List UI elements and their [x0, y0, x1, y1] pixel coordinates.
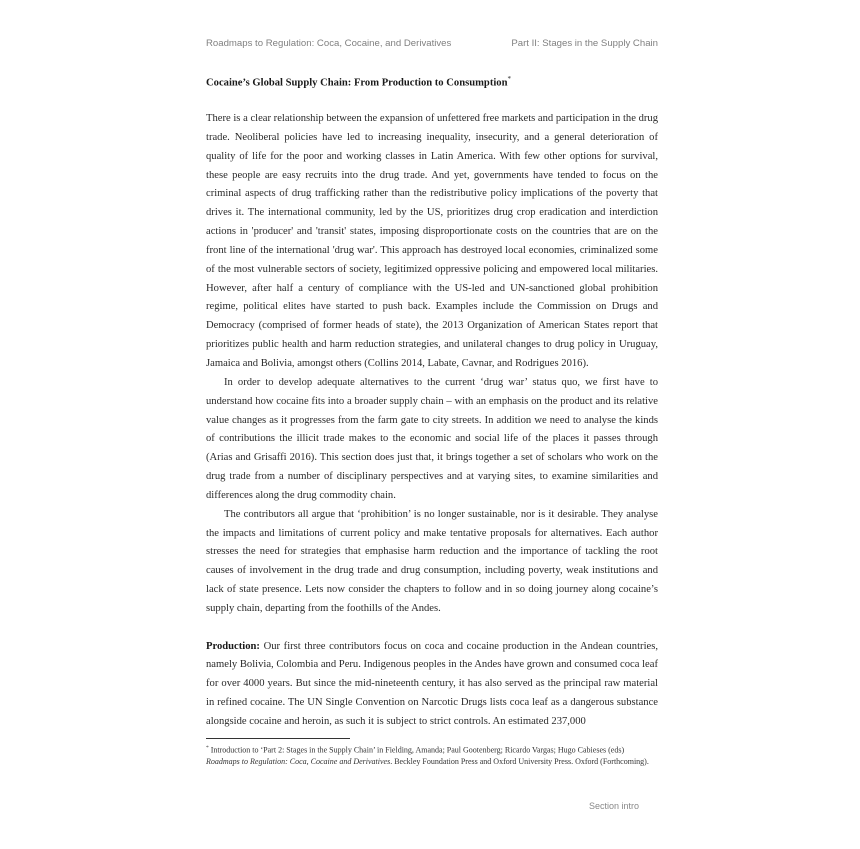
paragraph-1: There is a clear relationship between the expansion of unfettered free markets and participation in the drug trade. Neoliberal policies have led to increasing inequality, insecurity, and a general deterioration of quality of life for the poor and working classes in Latin America. With few other options for survival, these people are easy recruits into the drug trade. And yet, governments have tended to focus on the criminal aspects of drug trafficking rather than the redistributive policy implications of the poverty that drives it. The international community, led by the US, prioritizes drug crop eradication and interdiction actions in 'producer' and 'transit' states, imposing disproportionate costs on the countries that are on the front line of the international 'drug war'. This approach has destroyed local economies, criminalized some of the most vulnerable sectors of society, legitimized oppressive policing and empowered local militaries. However, after half a century of compliance with the US-led and UN-sanctioned global prohibition regime, political elites have started to push back. Examples include the Commission on Drugs and Democracy (comprised of former heads of state), the 2013 Organization of American States report that prioritizes public health and harm reduction strategies, and unilateral changes to drug policy in Uruguay, Jamaica and Bolivia, amongst others (Collins 2014, Labate, Cavnar, and Rodrigues 2016). [206, 113, 658, 369]
footnote [206, 743, 658, 768]
footnote-marker: * [206, 745, 209, 751]
paragraph-production [206, 638, 658, 732]
paragraph-2: In order to develop adequate alternatives to the current ‘drug war’ status quo, we first have to understand how cocaine fits into a broader supply chain – with an emphasis on the product and its relative value changes as it progresses from the farm gate to city streets. In addition we need to analyse the kinds of contributions the illicit trade makes to the economic and social life of the places it passes through (Arias and Grisaffi 2016). This section does just that, it brings together a set of scholars who work on the drug trade from a number of disciplinary perspectives and at varying sites, to examine similarities and differences along the drug commodity chain. [206, 376, 658, 501]
production-text: Our first three contributors focus on coca and cocaine production in the Andean countries, namely Bolivia, Colombia and Peru. Indigenous peoples in the Andes have grown and consumed coca leaf for over 4000 years. But since the mid-nineteenth century, it has also served as the principal raw material in refined cocaine. The UN Single Convention on Narcotic Drugs lists coca leaf as a dangerous substance alongside cocaine and heroin, as such it is subject to strict controls. An estimated 237,000 [206, 640, 658, 727]
footnote-divider [206, 738, 350, 739]
running-header [206, 38, 658, 52]
footnote-text-after: . Beckley Foundation Press and Oxford University Press. Oxford (Forthcoming). [390, 757, 649, 767]
title-footnote-marker: * [507, 75, 511, 83]
body-text [206, 110, 658, 732]
footnote-book-title: Roadmaps to Regulation: Coca, Cocaine and Derivatives [206, 757, 391, 767]
section-title-text: Cocaine’s Global Supply Chain: From Production to Consumption [206, 77, 508, 89]
page-footer-label: Section intro [588, 801, 639, 811]
footnote-text-before: Introduction to ‘Part 2: Stages in the Supply Chain’ in Fielding, Amanda; Paul Gootenberg; Ricardo Vargas; Hugo Cabieses (eds) [208, 745, 625, 755]
paragraph-3: The contributors all argue that ‘prohibition’ is no longer sustainable, nor is it desirable. They analyse the impacts and limitations of current policy and make tentative proposals for alternatives. Each author stresses the need for strategies that emphasise harm reduction and the importance of tackling the root causes of involvement in the drug trade and drug consumption, including poverty, weak institutions and lack of state presence. Lets now consider the chapters to follow and in so doing journey along cocaine’s supply chain, departing from the foothills of the Andes. [206, 508, 658, 614]
production-label: Production: [206, 640, 260, 652]
section-title [206, 75, 658, 89]
running-header-part-title: Part II: Stages in the Supply Chain [511, 38, 658, 49]
running-header-book-title: Roadmaps to Regulation: Coca, Cocaine, and Derivatives [206, 38, 452, 49]
